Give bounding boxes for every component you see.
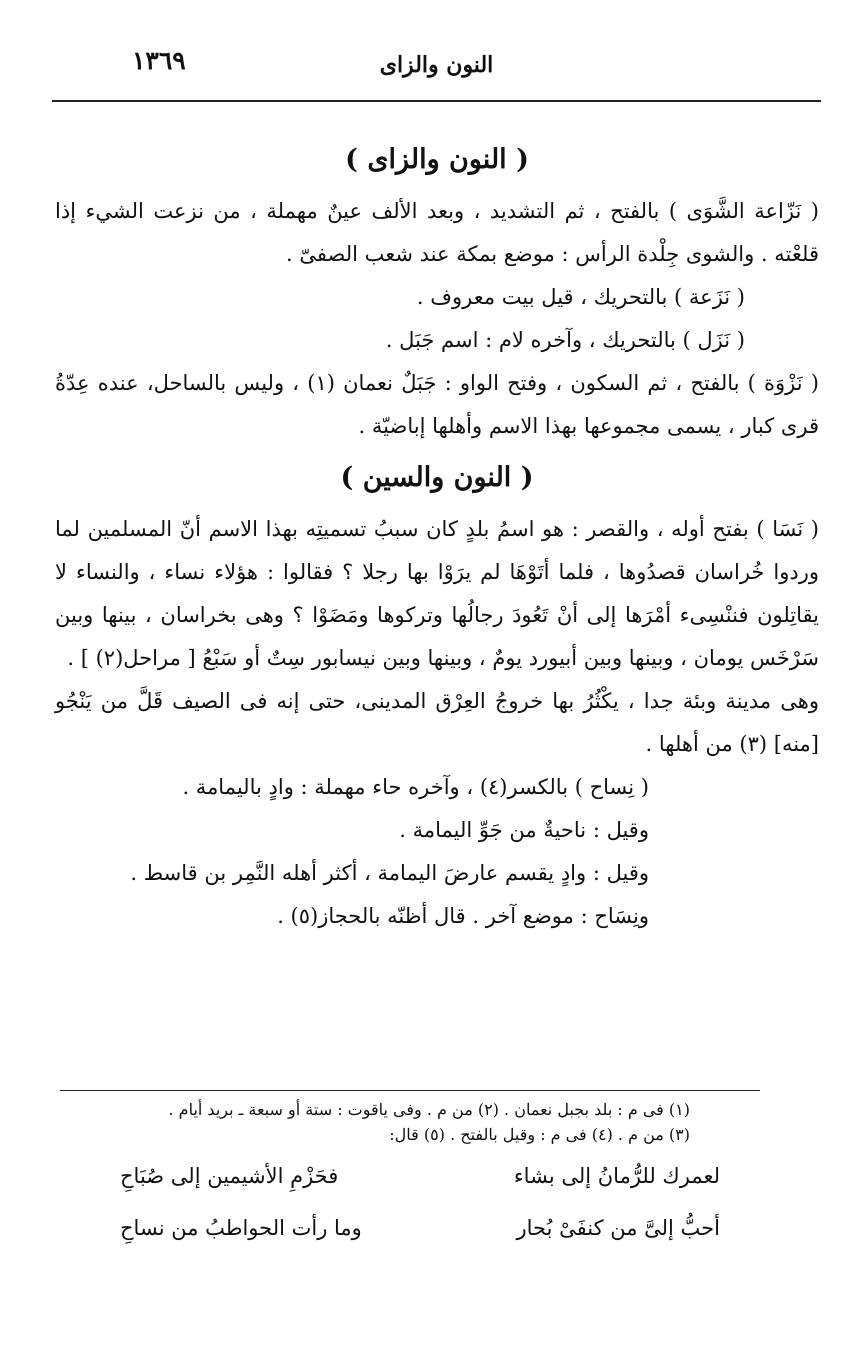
running-head: النون والزاى <box>379 52 494 78</box>
verse-line <box>120 1216 720 1240</box>
entry-nazwa: ( نَزْوَة ) بالفتح ، ثم السكون ، وفتح الواو : جَبَلٌ نعمان (١) ، وليس بالساحل، عنده عِدّةُ قرى كبار ، يسمى مجموعها بهذا الاسم وأهلها إباضيّة . <box>55 371 819 438</box>
verse-hemistich-first: أحبُّ إلىَّ من كنفَىْ بُحار <box>516 1216 720 1240</box>
footnote-line: (١) فى م : بلد بجبل نعمان . (٢) من م . وفى ياقوت : ستة أو سبعة ـ بريد أيام . <box>168 1100 690 1119</box>
verse-line <box>120 1164 720 1188</box>
verse-hemistich-second: وما رأت الحواطبُ من نساحِ <box>120 1216 362 1240</box>
footnotes <box>60 1090 760 1147</box>
main-text <box>55 130 819 938</box>
entry-nazaa: ( نَزَعة ) بالتحريك ، قيل بيت معروف . <box>416 285 745 309</box>
entry-nazal: ( نَزَل ) بالتحريك ، وآخره لام : اسم جَبَل . <box>385 328 745 352</box>
section-title-nun-zay: ( النون والزاى ) <box>345 144 529 175</box>
entry-nisah-other: ونِسَاح : موضع آخر . قال أظنّه بالحجاز(٥) . <box>277 904 649 928</box>
footnote-line: (٣) من م . (٤) فى م : وقيل بالفتح . (٥) قال: <box>389 1125 690 1144</box>
page-header <box>52 40 821 102</box>
entry-nisah-alt1: وقيل : ناحيةٌ من جَوِّ اليمامة . <box>399 818 649 842</box>
section-title-nun-sin: ( النون والسين ) <box>340 462 534 493</box>
entry-nisah-alt2: وقيل : وادٍ يقسم عارضَ اليمامة ، أكثر أهله النَّمِر بن قاسط . <box>130 861 649 885</box>
entry-nisah: ( نِساح ) بالكسر(٤) ، وآخره حاء مهملة : وادٍ باليمامة . <box>182 775 649 799</box>
entry-nazzaat-alshawa: ( نَزّاعة الشَّوَى ) بالفتح ، ثم التشديد ، وبعد الألف عينٌ مهملة ، من نزعت الشيء إذا قلعْته . والشوى جِلْدة الرأس : موضع بمكة عند شعب الصفىّ . <box>55 199 819 266</box>
page-number: ١٣٦٩ <box>132 46 186 75</box>
entry-nasa-description: وهى مدينة وبئة جدا ، يكْثُرُ بها خروجُ العِرْق المدينى، حتى إنه فى الصيف قَلَّ من يَنْجُو [منه] (٣) من أهلها . <box>55 689 819 756</box>
verse-hemistich-first: لعمرك للرُّمانُ إلى بشاء <box>513 1164 720 1188</box>
verse-hemistich-second: فحَزْمِ الأشيمين إلى صُبَاحِ <box>120 1164 339 1188</box>
entry-nasa: ( نَسَا ) بفتح أوله ، والقصر : هو اسمُ بلدٍ كان سببُ تسميتِه بهذا الاسم أنّ المسلمين لما وردوا خُراسان قصدُوها ، فلما أتَوْهَا لم يرَوْا بها رجلا ؟ فقالوا : هؤلاء نساء ، والنساء لا يقاتِلون فننْسِىء أمْرَها إلى أنْ تَعُودَ رجالُها وتركوها ومَضَوْا ؟ وهى بخراسان ، بينها وبين سَرْخَس يومان ، وبينها وبين أبيورد يومٌ ، وبينها وبين نيسابور سِتٌ أو سَبْعُ [ مراحل(٢) ] . <box>55 517 819 670</box>
